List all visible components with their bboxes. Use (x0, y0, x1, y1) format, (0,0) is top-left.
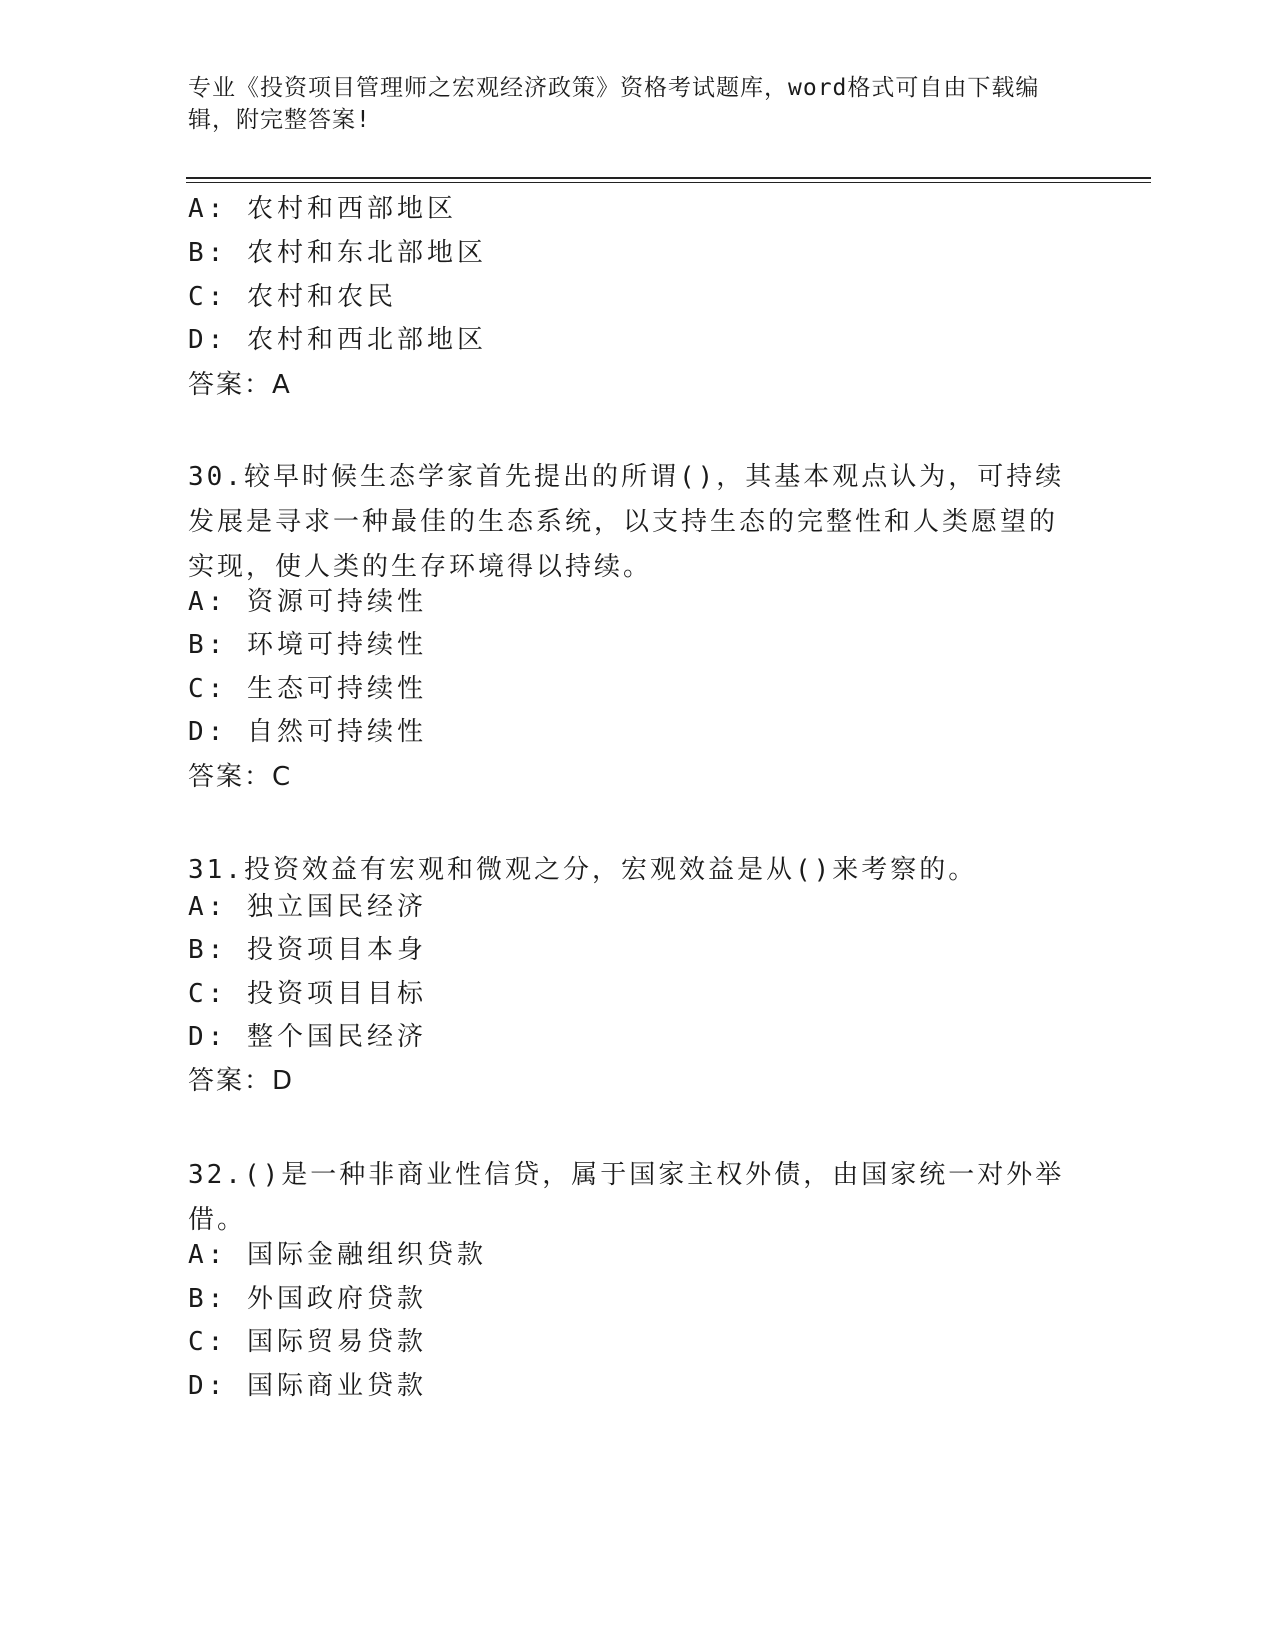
q30-option-c: C: 生态可持续性 (188, 674, 427, 704)
header-divider (186, 177, 1151, 179)
q29-answer: 答案：A (188, 370, 292, 400)
q32-question: 32.()是一种非商业性信贷，属于国家主权外债，由国家统一对外举借。 (188, 1160, 1065, 1235)
q31-option-c: C: 投资项目目标 (188, 979, 427, 1009)
q30-option-d: D: 自然可持续性 (188, 717, 427, 747)
q31-question: 31.投资效益有宏观和微观之分，宏观效益是从()来考察的。 (188, 855, 978, 885)
q31-answer: 答案：D (188, 1066, 295, 1096)
q31-option-a: A: 独立国民经济 (188, 892, 427, 922)
q32-option-b: B: 外国政府贷款 (188, 1284, 427, 1314)
q32-option-c: C: 国际贸易贷款 (188, 1327, 427, 1357)
q30-option-b: B: 环境可持续性 (188, 630, 427, 660)
q32-option-d: D: 国际商业贷款 (188, 1371, 427, 1401)
q29-option-c: C: 农村和农民 (188, 282, 397, 312)
q31-option-d: D: 整个国民经济 (188, 1022, 427, 1052)
q32-option-a: A: 国际金融组织贷款 (188, 1240, 487, 1270)
q29-option-b: B: 农村和东北部地区 (188, 238, 487, 268)
q30-answer: 答案：C (188, 762, 293, 792)
q31-option-b: B: 投资项目本身 (188, 935, 427, 965)
header-divider-thin (186, 182, 1151, 183)
q30-option-a: A: 资源可持续性 (188, 587, 427, 617)
q30-question: 30.较早时候生态学家首先提出的所谓()，其基本观点认为，可持续发展是寻求一种最佳的生态系统，以支持生态的完整性和人类愿望的实现，使人类的生存环境得以持续。 (188, 462, 1065, 582)
document-header: 专业《投资项目管理师之宏观经济政策》资格考试题库，word格式可自由下载编辑，附完整答案! (188, 75, 1040, 133)
q29-option-a: A: 农村和西部地区 (188, 194, 457, 224)
q29-option-d: D: 农村和西北部地区 (188, 325, 487, 355)
